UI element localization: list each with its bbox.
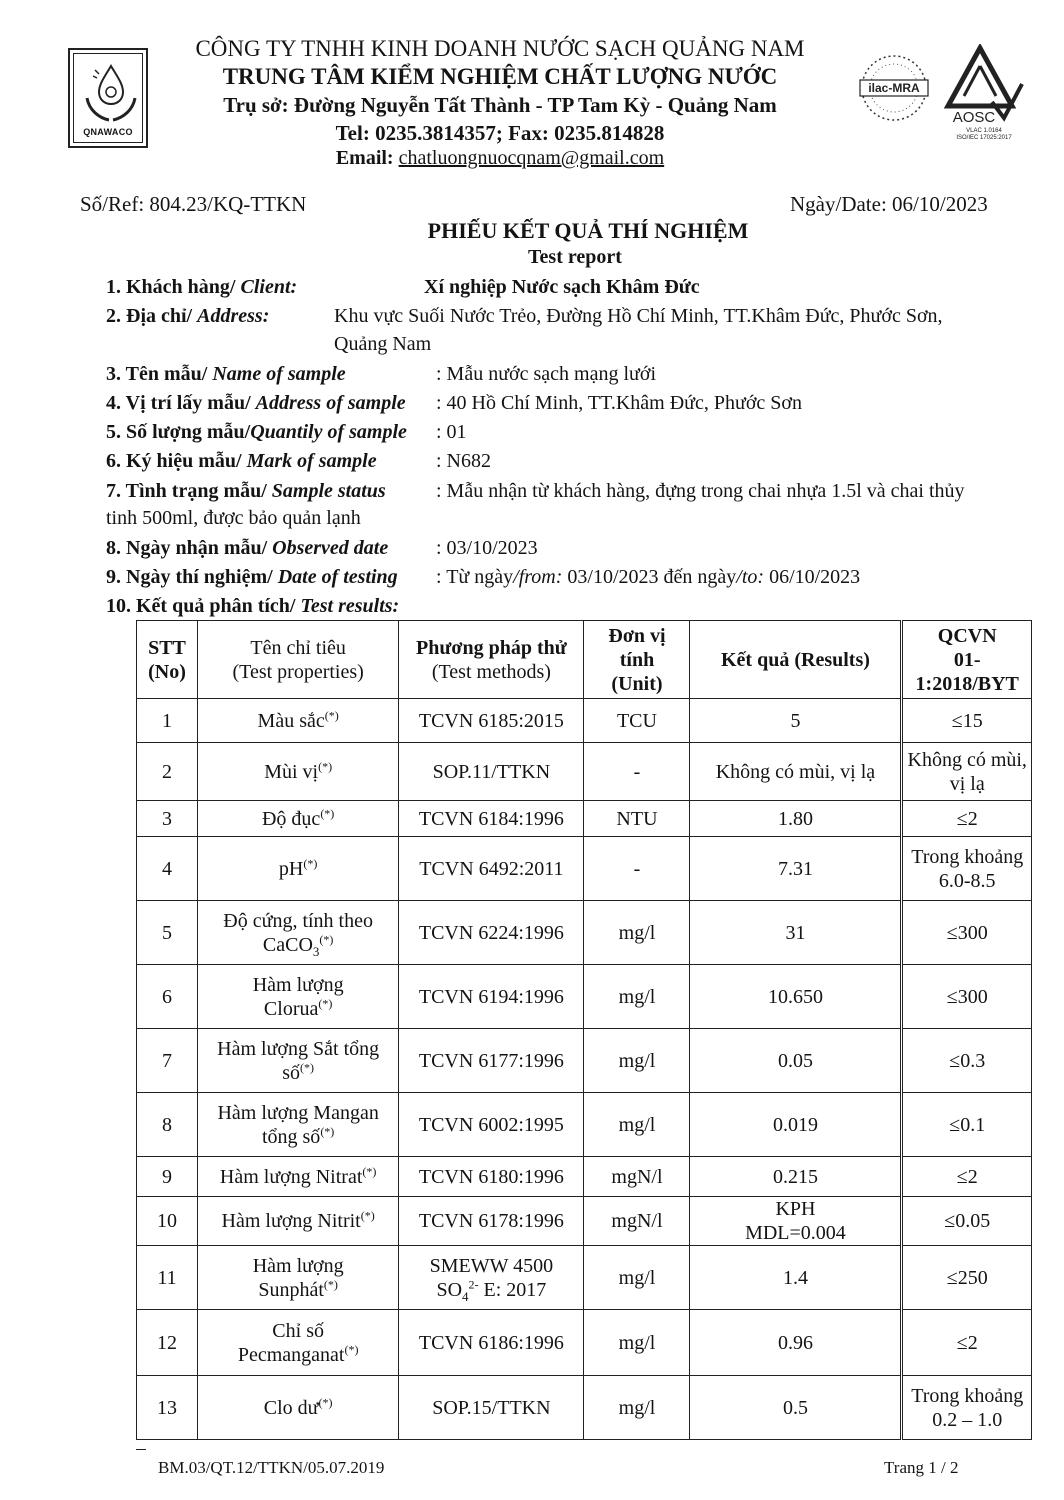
sample-address-value: : 40 Hồ Chí Minh, TT.Khâm Đức, Phước Sơn — [436, 392, 802, 414]
cell-method: TCVN 6492:2011 — [399, 837, 584, 901]
cell-unit: - — [584, 743, 690, 801]
table-row — [137, 1029, 1032, 1093]
cell-property: Clo dư(*) — [198, 1376, 399, 1440]
cell-result: KPH MDL=0.004 — [690, 1197, 902, 1246]
cell-property: pH(*) — [198, 837, 399, 901]
header-standard: QCVN 01- 1:2018/BYT — [902, 621, 1032, 699]
table-row — [137, 1157, 1032, 1197]
cell-result: Không có mùi, vị lạ — [690, 743, 902, 801]
cell-standard: Trong khoảng 0.2 – 1.0 — [902, 1376, 1032, 1440]
table-row — [137, 1376, 1032, 1440]
cell-unit: mg/l — [584, 901, 690, 965]
cell-standard: Không có mùi, vị lạ — [902, 743, 1032, 801]
table-row — [137, 965, 1032, 1029]
cell-unit: TCU — [584, 699, 690, 743]
header-results: Kết quả (Results) — [690, 621, 902, 699]
company-name: CÔNG TY TNHH KINH DOANH NƯỚC SẠCH QUẢNG NAM — [195, 36, 805, 61]
logo-caption: QNAWACO — [83, 127, 133, 137]
cell-unit: mg/l — [584, 1376, 690, 1440]
client-label: 1. Khách hàng/ Client: — [106, 276, 298, 298]
table-row — [137, 1197, 1032, 1246]
cell-no: 3 — [137, 801, 198, 837]
cell-property: Mùi vị(*) — [198, 743, 399, 801]
table-row — [137, 1246, 1032, 1310]
sample-name-value: : Mẫu nước sạch mạng lưới — [436, 363, 657, 385]
cell-result: 31 — [690, 901, 902, 965]
sample-address-label: 4. Vị trí lấy mẫu/ Address of sample — [106, 392, 406, 414]
cell-property: Hàm lượng Nitrat(*) — [198, 1157, 399, 1197]
header-properties: Tên chỉ tiêu (Test properties) — [198, 621, 399, 699]
cell-standard: ≤300 — [902, 901, 1032, 965]
center-address: Trụ sở: Đường Nguyễn Tất Thành - TP Tam Kỳ - Quảng Nam — [223, 93, 777, 117]
cell-result: 1.80 — [690, 801, 902, 837]
aosc-triangle-icon — [934, 44, 1026, 140]
client-value: Xí nghiệp Nước sạch Khâm Đức — [424, 276, 700, 298]
cell-method: TCVN 6184:1996 — [399, 801, 584, 837]
cell-property: Hàm lượng Clorua(*) — [198, 965, 399, 1029]
observed-date-label: 8. Ngày nhận mẫu/ Observed date — [106, 537, 389, 559]
cell-method: TCVN 6180:1996 — [399, 1157, 584, 1197]
cell-property: Hàm lượng Sắt tổng số(*) — [198, 1029, 399, 1093]
cell-unit: mg/l — [584, 965, 690, 1029]
mark-value: : N682 — [436, 450, 491, 472]
cell-property: Hàm lượng Mangan tổng số(*) — [198, 1093, 399, 1157]
table-row — [137, 837, 1032, 901]
status-label: 7. Tình trạng mẫu/ Sample status — [106, 480, 386, 502]
ilac-mra-icon — [856, 46, 932, 130]
table-row — [137, 699, 1032, 743]
cell-no: 10 — [137, 1197, 198, 1246]
form-code: BM.03/QT.12/TTKN/05.07.2019 — [158, 1458, 385, 1477]
cell-unit: mg/l — [584, 1029, 690, 1093]
cell-standard: Trong khoảng 6.0-8.5 — [902, 837, 1032, 901]
table-header-row — [137, 621, 1032, 699]
observed-date-value: : 03/10/2023 — [436, 537, 538, 559]
status-value-2: tinh 500ml, được bảo quản lạnh — [106, 507, 361, 529]
results-table — [136, 620, 1032, 1440]
page-number: Trang 1 / 2 — [884, 1458, 959, 1477]
email-label: Email: — [335, 147, 399, 169]
cell-no: 12 — [137, 1310, 198, 1376]
testing-date-label: 9. Ngày thí nghiệm/ Date of testing — [106, 566, 398, 588]
cell-unit: mgN/l — [584, 1197, 690, 1246]
table-row — [137, 743, 1032, 801]
cell-unit: mg/l — [584, 1310, 690, 1376]
cell-standard: ≤2 — [902, 801, 1032, 837]
cell-standard: ≤15 — [902, 699, 1032, 743]
address-value-1: Khu vực Suối Nước Trẻo, Đường Hồ Chí Minh, TT.Khâm Đức, Phước Sơn, — [334, 305, 943, 327]
sample-name-label: 3. Tên mẫu/ Name of sample — [106, 363, 346, 385]
cell-result: 0.215 — [690, 1157, 902, 1197]
cell-no: 5 — [137, 901, 198, 965]
table-row — [137, 1093, 1032, 1157]
quantity-label: 5. Số lượng mẫu/Quantily of sample — [106, 421, 407, 443]
email-link[interactable]: chatluongnuocqnam@gmail.com — [398, 147, 665, 169]
table-row — [137, 801, 1032, 837]
company-logo — [68, 48, 148, 148]
cell-no: 4 — [137, 837, 198, 901]
cell-property: Độ đục(*) — [198, 801, 399, 837]
cell-method: TCVN 6194:1996 — [399, 965, 584, 1029]
quantity-value: : 01 — [436, 421, 467, 443]
header-methods: Phương pháp thử (Test methods) — [399, 621, 584, 699]
header-no: STT (No) — [137, 621, 198, 699]
cell-unit: mg/l — [584, 1093, 690, 1157]
header-unit: Đơn vị tính (Unit) — [584, 621, 690, 699]
cell-method: SOP.15/TTKN — [399, 1376, 584, 1440]
cell-property: Hàm lượng Sunphát(*) — [198, 1246, 399, 1310]
cell-no: 2 — [137, 743, 198, 801]
cell-no: 9 — [137, 1157, 198, 1197]
cell-unit: mg/l — [584, 1246, 690, 1310]
cell-standard: ≤300 — [902, 965, 1032, 1029]
cell-standard: ≤0.3 — [902, 1029, 1032, 1093]
cell-no: 13 — [137, 1376, 198, 1440]
cell-result: 0.5 — [690, 1376, 902, 1440]
cell-method: TCVN 6185:2015 — [399, 699, 584, 743]
aosc-logo — [934, 44, 1026, 140]
report-date: Ngày/Date: 06/10/2023 — [790, 192, 988, 216]
report-ref: Số/Ref: 804.23/KQ-TTKN — [80, 192, 307, 216]
results-label: 10. Kết quả phân tích/ Test results: — [106, 595, 400, 617]
address-label: 2. Địa chỉ/ Address: — [106, 305, 270, 327]
cell-no: 8 — [137, 1093, 198, 1157]
mark-label: 6. Ký hiệu mẫu/ Mark of sample — [106, 450, 377, 472]
ilac-text: ilac-MRA — [868, 81, 920, 95]
cell-property: Hàm lượng Nitrit(*) — [198, 1197, 399, 1246]
water-drop-hands-icon — [75, 58, 147, 128]
cell-standard: ≤250 — [902, 1246, 1032, 1310]
ilac-mra-logo — [856, 46, 932, 130]
cell-unit: NTU — [584, 801, 690, 837]
cell-method: TCVN 6186:1996 — [399, 1310, 584, 1376]
cell-method: TCVN 6002:1995 — [399, 1093, 584, 1157]
cell-method: TCVN 6224:1996 — [399, 901, 584, 965]
center-name: TRUNG TÂM KIỂM NGHIỆM CHẤT LƯỢNG NƯỚC — [222, 64, 778, 89]
report-title-en: Test report — [528, 246, 622, 268]
aosc-text: AOSC — [952, 109, 996, 126]
cell-no: 6 — [137, 965, 198, 1029]
cell-result: 7.31 — [690, 837, 902, 901]
aosc-code-1: VLAC 1.0164 — [966, 128, 1002, 134]
address-value-2: Quảng Nam — [334, 333, 432, 355]
cell-result: 5 — [690, 699, 902, 743]
cell-method: SOP.11/TTKN — [399, 743, 584, 801]
cell-method: SMEWW 4500 $SO_4^{2-}$ E: 2017 — [399, 1246, 584, 1310]
cell-standard: ≤0.05 — [902, 1197, 1032, 1246]
cell-no: 1 — [137, 699, 198, 743]
cell-method: TCVN 6178:1996 — [399, 1197, 584, 1246]
center-email-line — [150, 147, 850, 170]
cell-standard: ≤2 — [902, 1310, 1032, 1376]
cell-property: Độ cứng, tính theo CaCO$_3$(*) — [198, 901, 399, 965]
cell-method: TCVN 6177:1996 — [399, 1029, 584, 1093]
cell-result: 10.650 — [690, 965, 902, 1029]
cell-result: 0.96 — [690, 1310, 902, 1376]
cell-property: Màu sắc(*) — [198, 699, 399, 743]
aosc-code-2: ISO/IEC 17025:2017 — [956, 135, 1012, 140]
cell-result: 0.019 — [690, 1093, 902, 1157]
table-row — [137, 1310, 1032, 1376]
testing-date-value: : Từ ngày/from: 03/10/2023 đến ngày/to: 06/10/2023 — [436, 566, 861, 588]
cell-unit: - — [584, 837, 690, 901]
table-row — [137, 901, 1032, 965]
status-value-1: : Mẫu nhận từ khách hàng, đựng trong chai nhựa 1.5l và chai thủy — [436, 480, 965, 502]
cell-standard: ≤2 — [902, 1157, 1032, 1197]
cell-unit: mgN/l — [584, 1157, 690, 1197]
cell-no: 11 — [137, 1246, 198, 1310]
cell-no: 7 — [137, 1029, 198, 1093]
cell-result: 1.4 — [690, 1246, 902, 1310]
cell-property: Chỉ số Pecmanganat(*) — [198, 1310, 399, 1376]
report-title-vi: PHIẾU KẾT QUẢ THÍ NGHIỆM — [427, 218, 749, 243]
cell-standard: ≤0.1 — [902, 1093, 1032, 1157]
footer-rule — [136, 1449, 146, 1450]
cell-result: 0.05 — [690, 1029, 902, 1093]
center-phone: Tel: 0235.3814357; Fax: 0235.814828 — [335, 121, 665, 145]
